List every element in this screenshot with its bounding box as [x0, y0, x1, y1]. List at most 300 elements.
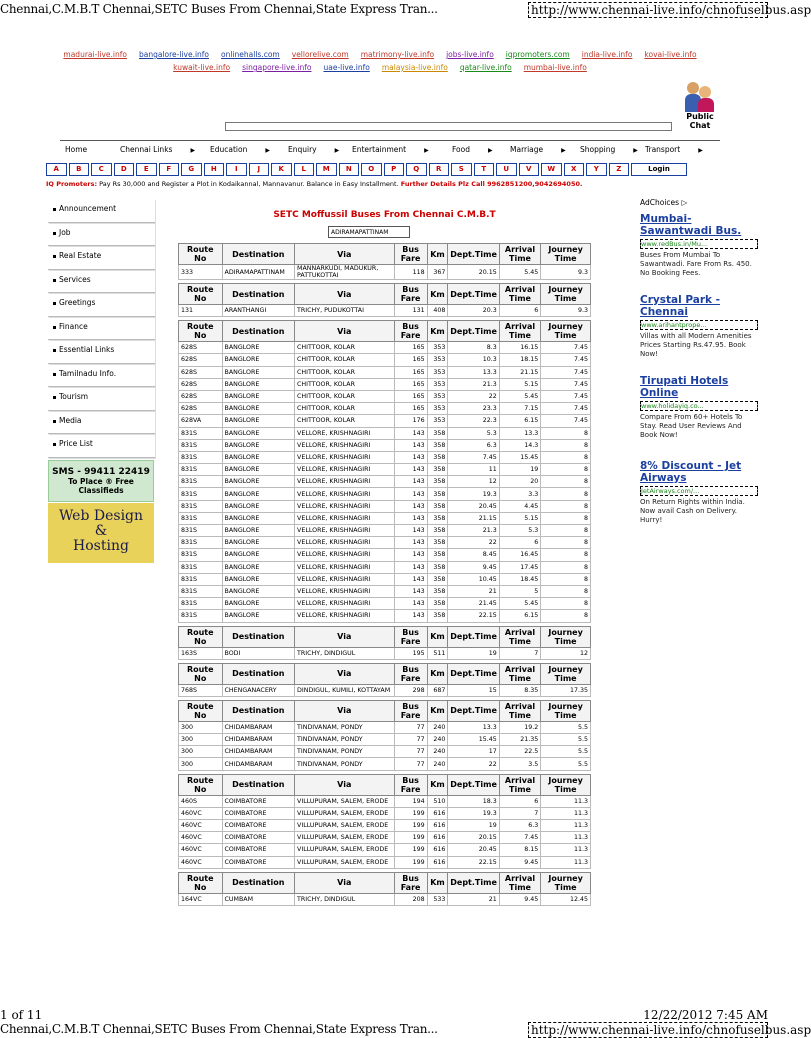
column-header: Bus Fare — [394, 700, 427, 721]
table-cell: VELLORE, KRISHNAGIRI — [295, 585, 394, 597]
partner-link[interactable]: matrimony-live.info — [360, 50, 435, 59]
letter-q[interactable]: Q — [406, 163, 427, 176]
nav-item-chennai-links[interactable] — [120, 145, 195, 154]
table-cell: 358 — [427, 585, 448, 597]
table-cell: 511 — [427, 647, 448, 659]
table-cell: 8 — [541, 512, 591, 524]
table-cell: CHITTOOR, KOLAR — [295, 390, 394, 402]
column-header: Route No — [179, 321, 223, 342]
table-header-row — [179, 244, 591, 265]
nav-arrow-icon: ▶ — [561, 147, 566, 154]
table-cell: CHIDAMBARAM — [222, 746, 295, 758]
sidebar-item-greetings[interactable]: Greetings — [48, 293, 155, 317]
table-cell: 5.3 — [448, 427, 499, 439]
table-cell: COIMBATORE — [222, 795, 295, 807]
ad-headline[interactable]: Crystal Park - Chennai — [640, 294, 721, 318]
table-cell: MANNARKUDI, MADUKUR, PATTUKOTTAI — [295, 265, 394, 280]
table-cell: 8 — [541, 610, 591, 622]
nav-item-food[interactable] — [452, 145, 493, 154]
table-cell: VILLUPURAM, SALEM, ERODE — [295, 856, 394, 868]
letter-n[interactable]: N — [339, 163, 360, 176]
table-row — [179, 684, 591, 696]
table-cell: 7.45 — [541, 378, 591, 390]
table-cell: VELLORE, KRISHNAGIRI — [295, 512, 394, 524]
nav-label: Shopping — [580, 145, 616, 154]
sidebar-item-job[interactable]: Job — [48, 223, 155, 247]
table-cell: 20.3 — [448, 305, 499, 317]
table-cell: 533 — [427, 893, 448, 905]
partner-link[interactable]: singapore-live.info — [242, 63, 312, 72]
table-cell: 12.45 — [541, 893, 591, 905]
table-cell: 6.3 — [448, 439, 499, 451]
table-cell: 20.15 — [448, 832, 499, 844]
nav-label: Enquiry — [288, 145, 317, 154]
table-cell: 358 — [427, 610, 448, 622]
table-cell: BANGLORE — [222, 561, 295, 573]
table-cell: 20 — [499, 476, 540, 488]
table-cell: 22 — [448, 537, 499, 549]
column-header: Dept.Time — [448, 700, 499, 721]
column-header: Bus Fare — [394, 244, 427, 265]
table-cell: VELLORE, KRISHNAGIRI — [295, 549, 394, 561]
column-header: Via — [295, 872, 394, 893]
table-cell: 831S — [179, 525, 223, 537]
table-row — [179, 265, 591, 280]
column-header: Destination — [222, 284, 295, 305]
table-cell: 176 — [394, 415, 427, 427]
letter-c[interactable]: C — [91, 163, 112, 176]
sidebar-item-media[interactable]: Media — [48, 411, 155, 435]
letter-s[interactable]: S — [451, 163, 472, 176]
column-header: Bus Fare — [394, 626, 427, 647]
table-cell: 165 — [394, 354, 427, 366]
table-cell: 5.5 — [541, 734, 591, 746]
ad-headline[interactable]: Mumbai-Sawantwadi Bus. — [640, 213, 742, 237]
table-cell: COIMBATORE — [222, 856, 295, 868]
table-cell: 353 — [427, 342, 448, 354]
column-header: Km — [427, 626, 448, 647]
partner-link[interactable]: onlinehalls.com — [221, 50, 280, 59]
ad-url[interactable]: www.redBus.in/Mu... — [640, 239, 758, 249]
column-header: Destination — [222, 626, 295, 647]
ad-description: On Return Rights within India. Now avail Cash on Delivery. Hurry! — [640, 498, 745, 524]
column-header: Arrival Time — [499, 663, 540, 684]
column-header: Km — [427, 700, 448, 721]
table-row — [179, 746, 591, 758]
table-cell: 143 — [394, 525, 427, 537]
table-cell: 8 — [541, 598, 591, 610]
table-cell: 11.3 — [541, 844, 591, 856]
table-row — [179, 500, 591, 512]
letter-k[interactable]: K — [271, 163, 292, 176]
table-cell: VELLORE, KRISHNAGIRI — [295, 427, 394, 439]
ad-description: Buses From Mumbai To Sawantwadi. Fare From Rs. 450. No Booking Fees. — [640, 251, 752, 277]
table-cell: 831S — [179, 451, 223, 463]
column-header: Via — [295, 700, 394, 721]
nav-item-home[interactable] — [65, 145, 87, 154]
table-row — [179, 512, 591, 524]
table-cell: COIMBATORE — [222, 807, 295, 819]
web-design-banner[interactable] — [48, 503, 154, 563]
letter-i[interactable]: I — [226, 163, 247, 176]
print-header-title: Chennai,C.M.B.T Chennai,SETC Buses From Chennai,State Express Tran... — [0, 2, 438, 16]
letter-b[interactable]: B — [69, 163, 90, 176]
partner-link[interactable]: bangalore-live.info — [138, 50, 210, 59]
ad-description: Villas with all Modern Amenities Prices Starting Rs.47.95. Book Now! — [640, 332, 752, 358]
table-cell: 164VC — [179, 893, 223, 905]
table-row — [179, 820, 591, 832]
column-header: Dept.Time — [448, 321, 499, 342]
table-cell: 8 — [541, 464, 591, 476]
table-cell: BANGLORE — [222, 451, 295, 463]
partner-link[interactable]: madurai-live.info — [63, 50, 127, 59]
column-header: Bus Fare — [394, 774, 427, 795]
letter-o[interactable]: O — [361, 163, 382, 176]
table-cell: 831S — [179, 573, 223, 585]
table-cell: 358 — [427, 500, 448, 512]
table-header-row — [179, 872, 591, 893]
ads-column — [640, 198, 758, 537]
ad-block[interactable] — [640, 213, 758, 278]
sms-line-2: To Place ® Free — [68, 477, 134, 486]
table-cell: COIMBATORE — [222, 844, 295, 856]
letter-r[interactable]: R — [429, 163, 450, 176]
print-footer-url[interactable]: http://www.chennai-live.info/chnofuselbus.asp — [528, 1022, 768, 1038]
table-cell: 19.3 — [448, 807, 499, 819]
table-cell: 240 — [427, 721, 448, 733]
table-cell: 77 — [394, 746, 427, 758]
table-cell: 165 — [394, 403, 427, 415]
table-cell: VELLORE, KRISHNAGIRI — [295, 500, 394, 512]
table-cell: 17.35 — [541, 684, 591, 696]
letter-w[interactable]: W — [541, 163, 562, 176]
table-cell: CHITTOOR, KOLAR — [295, 378, 394, 390]
table-cell: 13.3 — [448, 366, 499, 378]
print-footer-page: 1 of 11 — [0, 1008, 43, 1022]
table-cell: CHITTOOR, KOLAR — [295, 366, 394, 378]
sidebar-item-tourism[interactable]: Tourism — [48, 387, 155, 411]
table-cell: 165 — [394, 378, 427, 390]
table-cell: 15 — [448, 684, 499, 696]
letter-z[interactable]: Z — [609, 163, 630, 176]
table-row — [179, 476, 591, 488]
table-cell: 616 — [427, 807, 448, 819]
letter-m[interactable]: M — [316, 163, 337, 176]
login-button[interactable]: Login — [631, 163, 687, 176]
table-cell: 143 — [394, 549, 427, 561]
table-cell: 358 — [427, 476, 448, 488]
table-cell: 7.45 — [541, 403, 591, 415]
ad-description: Compare From 60+ Hotels To Stay. Read User Reviews And Book Now! — [640, 413, 743, 439]
table-cell: BANGLORE — [222, 549, 295, 561]
print-header-url[interactable]: http://www.chennai-live.info/chnofuselbus.asp — [528, 2, 768, 18]
partner-link[interactable]: vellorelive.com — [291, 50, 349, 59]
table-row — [179, 585, 591, 597]
nav-item-entertainment[interactable] — [352, 145, 429, 154]
sidebar-item-essential-links[interactable]: Essential Links — [48, 340, 155, 364]
table-row — [179, 366, 591, 378]
letter-d[interactable]: D — [114, 163, 135, 176]
table-row — [179, 451, 591, 463]
sidebar-item-announcement[interactable]: Announcement — [48, 199, 155, 223]
alphabet-index — [46, 163, 687, 176]
table-cell: BANGLORE — [222, 585, 295, 597]
column-header: Destination — [222, 663, 295, 684]
letter-x[interactable]: X — [564, 163, 585, 176]
column-header: Route No — [179, 626, 223, 647]
letter-f[interactable]: F — [159, 163, 180, 176]
table-cell: 118 — [394, 265, 427, 280]
table-row — [179, 464, 591, 476]
table-cell: 3.5 — [499, 758, 540, 770]
letter-u[interactable]: U — [496, 163, 517, 176]
table-header-row — [179, 626, 591, 647]
table-cell: BANGLORE — [222, 427, 295, 439]
bus-table — [178, 700, 591, 771]
table-cell: 831S — [179, 500, 223, 512]
table-cell: VELLORE, KRISHNAGIRI — [295, 573, 394, 585]
letter-a[interactable]: A — [46, 163, 67, 176]
sidebar-item-finance[interactable]: Finance — [48, 317, 155, 341]
column-header: Destination — [222, 244, 295, 265]
table-cell: 11.3 — [541, 856, 591, 868]
table-cell: 4.45 — [499, 500, 540, 512]
column-header: Km — [427, 321, 448, 342]
nav-arrow-icon: ▶ — [190, 147, 196, 154]
table-cell: BANGLORE — [222, 610, 295, 622]
partner-link[interactable]: kuwait-live.info — [173, 63, 231, 72]
ad-headline[interactable]: Tirupati Hotels Online — [640, 375, 729, 399]
table-cell: 22 — [448, 758, 499, 770]
bus-table — [178, 774, 591, 869]
table-cell: 300 — [179, 721, 223, 733]
ad-block[interactable] — [640, 460, 758, 525]
letter-e[interactable]: E — [136, 163, 157, 176]
table-cell: 460VC — [179, 832, 223, 844]
table-cell: 5.5 — [541, 746, 591, 758]
table-cell: TRICHY, DINDIGUL — [295, 647, 394, 659]
table-cell: 11 — [448, 464, 499, 476]
table-cell: 5.45 — [499, 390, 540, 402]
table-row — [179, 856, 591, 868]
table-cell: 23.3 — [448, 403, 499, 415]
table-cell: 510 — [427, 795, 448, 807]
table-cell: 408 — [427, 305, 448, 317]
table-row — [179, 537, 591, 549]
table-row — [179, 415, 591, 427]
table-cell: 8 — [541, 561, 591, 573]
table-cell: 19 — [448, 820, 499, 832]
table-cell: 165 — [394, 366, 427, 378]
table-cell: 8 — [541, 500, 591, 512]
nav-item-education[interactable] — [210, 145, 270, 154]
table-cell: 131 — [394, 305, 427, 317]
column-header: Journey Time — [541, 774, 591, 795]
column-header: Bus Fare — [394, 321, 427, 342]
table-cell: 367 — [427, 265, 448, 280]
letter-t[interactable]: T — [474, 163, 495, 176]
table-cell: 21 — [448, 585, 499, 597]
column-header: Route No — [179, 244, 223, 265]
ad-block[interactable] — [640, 375, 758, 440]
letter-y[interactable]: Y — [586, 163, 607, 176]
destination-select[interactable]: ADIRAMAPATTINAM — [328, 226, 410, 238]
column-header: Km — [427, 872, 448, 893]
table-cell: 460VC — [179, 856, 223, 868]
table-cell: 358 — [427, 427, 448, 439]
table-cell: 831S — [179, 512, 223, 524]
table-cell: 21.35 — [499, 734, 540, 746]
table-row — [179, 390, 591, 402]
table-cell: BANGLORE — [222, 378, 295, 390]
nav-item-enquiry[interactable] — [288, 145, 339, 154]
table-cell: TINDIVANAM, PONDY — [295, 721, 394, 733]
sidebar-item-tamilnadu-info[interactable]: Tamilnadu Info. — [48, 364, 155, 388]
table-cell: BANGLORE — [222, 403, 295, 415]
table-cell: 143 — [394, 451, 427, 463]
table-cell: 21.15 — [499, 366, 540, 378]
column-header: Destination — [222, 774, 295, 795]
table-cell: 628S — [179, 403, 223, 415]
column-header: Arrival Time — [499, 626, 540, 647]
letter-v[interactable]: V — [519, 163, 540, 176]
nav-item-transport[interactable] — [645, 145, 703, 154]
partner-link[interactable]: iqpromoters.com — [505, 50, 570, 59]
table-cell: BANGLORE — [222, 464, 295, 476]
table-cell: VILLUPURAM, SALEM, ERODE — [295, 832, 394, 844]
sidebar-item-real-estate[interactable]: Real Estate — [48, 246, 155, 270]
table-cell: TINDIVANAM, PONDY — [295, 746, 394, 758]
table-cell: 6 — [499, 537, 540, 549]
sms-line-3: Classifieds — [78, 486, 124, 495]
print-footer-date: 12/22/2012 7:45 AM — [643, 1008, 768, 1022]
nav-label: Entertainment — [352, 145, 407, 154]
chat-label-2: Chat — [689, 121, 711, 130]
table-cell: BANGLORE — [222, 415, 295, 427]
table-row — [179, 403, 591, 415]
table-cell: 6.3 — [499, 820, 540, 832]
table-cell: 7.45 — [541, 354, 591, 366]
table-cell: 8 — [541, 451, 591, 463]
column-header: Arrival Time — [499, 284, 540, 305]
table-cell: 8 — [541, 525, 591, 537]
table-cell: 831S — [179, 537, 223, 549]
table-cell: 11.3 — [541, 807, 591, 819]
column-header: Destination — [222, 700, 295, 721]
sidebar-item-services[interactable]: Services — [48, 270, 155, 294]
table-cell: 831S — [179, 464, 223, 476]
column-header: Arrival Time — [499, 244, 540, 265]
table-cell: 5.5 — [541, 721, 591, 733]
table-cell: 358 — [427, 451, 448, 463]
table-cell: 8 — [541, 439, 591, 451]
column-header: Journey Time — [541, 663, 591, 684]
table-cell: VELLORE, KRISHNAGIRI — [295, 451, 394, 463]
search-input[interactable] — [225, 122, 672, 131]
table-cell: CHIDAMBARAM — [222, 721, 295, 733]
column-header: Journey Time — [541, 872, 591, 893]
partner-link[interactable]: malaysia-live.info — [381, 63, 448, 72]
table-cell: 6 — [499, 305, 540, 317]
table-cell: 7.45 — [541, 342, 591, 354]
ad-url[interactable]: www.holidayiq.co... — [640, 401, 758, 411]
table-cell: 616 — [427, 844, 448, 856]
letter-l[interactable]: L — [294, 163, 315, 176]
partner-link[interactable]: india-live.info — [581, 50, 633, 59]
partner-link[interactable]: jobs-live.info — [446, 50, 494, 59]
letter-g[interactable]: G — [181, 163, 202, 176]
table-cell: CHITTOOR, KOLAR — [295, 354, 394, 366]
table-cell: 21.15 — [448, 512, 499, 524]
table-cell: TINDIVANAM, PONDY — [295, 734, 394, 746]
table-cell: 8.15 — [499, 844, 540, 856]
adchoices-label[interactable]: AdChoices ▷ — [640, 198, 688, 207]
sidebar-item-price-list[interactable]: Price List — [48, 434, 155, 458]
letter-h[interactable]: H — [204, 163, 225, 176]
table-row — [179, 758, 591, 770]
table-header-row — [179, 284, 591, 305]
partner-link[interactable]: qatar-live.info — [459, 63, 512, 72]
table-cell: 10.3 — [448, 354, 499, 366]
partner-link[interactable]: mumbai-live.info — [523, 63, 587, 72]
table-cell: 21.3 — [448, 378, 499, 390]
table-cell: 11.3 — [541, 795, 591, 807]
table-cell: 14.3 — [499, 439, 540, 451]
column-header: Destination — [222, 872, 295, 893]
table-row — [179, 354, 591, 366]
table-cell: 13.3 — [448, 721, 499, 733]
table-cell: 353 — [427, 354, 448, 366]
partner-link[interactable]: kovai-live.info — [644, 50, 697, 59]
table-cell: 131 — [179, 305, 223, 317]
table-cell: 240 — [427, 734, 448, 746]
letter-p[interactable]: P — [384, 163, 405, 176]
table-cell: BANGLORE — [222, 500, 295, 512]
table-cell: 13.3 — [499, 427, 540, 439]
column-header: Route No — [179, 774, 223, 795]
sms-classifieds-banner[interactable] — [48, 460, 154, 502]
nav-arrow-icon: ▶ — [488, 147, 493, 154]
table-cell: 9.3 — [541, 265, 591, 280]
table-cell: 163S — [179, 647, 223, 659]
table-row — [179, 549, 591, 561]
letter-j[interactable]: J — [249, 163, 270, 176]
table-cell: 9.45 — [499, 856, 540, 868]
partner-link[interactable]: uae-live.info — [323, 63, 370, 72]
nav-item-marriage[interactable] — [510, 145, 566, 154]
table-cell: 333 — [179, 265, 223, 280]
table-cell: 628VA — [179, 415, 223, 427]
table-cell: 628S — [179, 366, 223, 378]
table-cell: 240 — [427, 746, 448, 758]
table-cell: BANGLORE — [222, 354, 295, 366]
table-cell: 143 — [394, 476, 427, 488]
table-row — [179, 561, 591, 573]
ad-block[interactable] — [640, 294, 758, 359]
column-header: Destination — [222, 321, 295, 342]
table-cell: 460VC — [179, 807, 223, 819]
nav-arrow-icon: ▶ — [633, 147, 638, 154]
ad-url[interactable]: www.arihantprope... — [640, 320, 758, 330]
table-cell: 687 — [427, 684, 448, 696]
column-header: Via — [295, 321, 394, 342]
column-header: Bus Fare — [394, 284, 427, 305]
table-row — [179, 525, 591, 537]
public-chat[interactable] — [680, 80, 720, 130]
ad-url[interactable]: JetAirways.com/... — [640, 486, 758, 496]
nav-item-shopping[interactable] — [580, 145, 638, 154]
ad-headline[interactable]: 8% Discount - Jet Airways — [640, 460, 742, 484]
